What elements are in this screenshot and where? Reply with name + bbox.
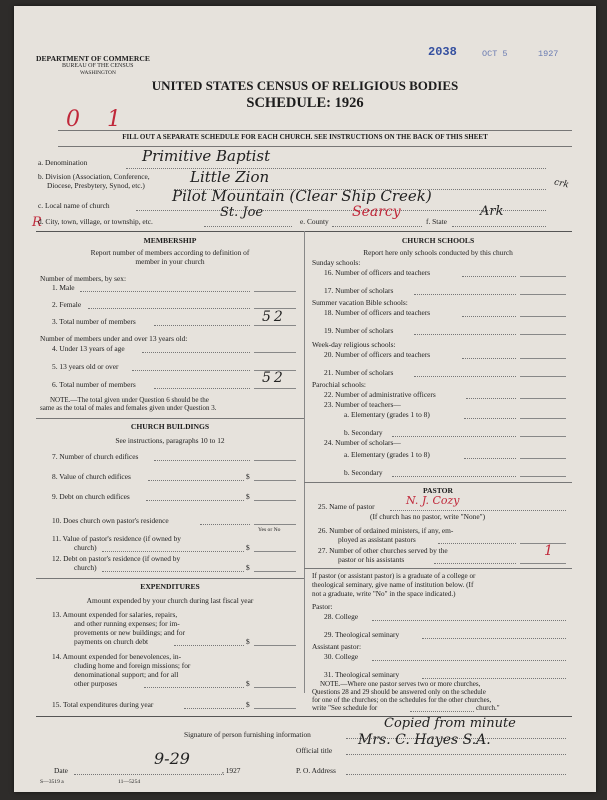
q20-label: 20. Number of officers and teachers (324, 350, 431, 359)
graduate-note-3: not a graduate, write "No" in the space indicated.) (312, 590, 456, 598)
code-mark: 0 1 (66, 107, 131, 132)
q9-debt-label: 9. Debt on church edifices (52, 492, 130, 501)
q30-label: 30. College (324, 652, 359, 661)
q25-note: (If church has no pastor, write "None") (370, 512, 486, 521)
q13-label: 13. Amount expended for salaries, repairs, (52, 610, 178, 619)
print-number: 11—5254 (118, 779, 141, 785)
q3-total-label: 3. Total number of members (52, 317, 136, 326)
q18-label: 18. Number of officers and teachers (324, 308, 431, 317)
q17-label: 17. Number of scholars (324, 286, 394, 295)
q3-total-value[interactable]: 52 (262, 309, 286, 325)
local-name-value-extra: crk (553, 177, 570, 191)
q13-label-2: and other running expenses; for im- (74, 619, 180, 628)
q29-label: 29. Theological seminary (324, 630, 400, 639)
date-label: Date (54, 766, 68, 775)
under-over-label: Number of members under and over 13 years old: (40, 334, 188, 343)
q22-label: 22. Number of administrative officers (324, 390, 436, 399)
members-by-sex-label: Number of members, by sex: (40, 274, 126, 283)
q1-male-label: 1. Male (52, 283, 75, 292)
signature-value[interactable]: Copied from minute (384, 716, 516, 731)
q24a-label: a. Elementary (grades 1 to 8) (344, 450, 430, 459)
local-name-label: c. Local name of church (38, 201, 110, 210)
pastor-note-4-end: church." (476, 704, 500, 712)
q13-label-4: payments on church debt (74, 637, 149, 646)
form-number: S—3519 a (40, 779, 64, 785)
q2-female-label: 2. Female (52, 300, 82, 309)
pastor-note-4: write "See schedule for (312, 704, 378, 712)
q25-label: 25. Name of pastor (318, 502, 375, 511)
q24b-label: b. Secondary (344, 468, 383, 477)
q11-label: 11. Value of pastor's residence (if owned by (52, 534, 181, 543)
stamp-date: OCT 5 (482, 49, 508, 59)
denomination-value[interactable]: Primitive Baptist (142, 147, 271, 165)
county-value[interactable]: Searcy (352, 204, 401, 220)
schools-heading: CHURCH SCHOOLS (401, 236, 475, 245)
membership-note: NOTE.—The total given under Question 6 should be the (50, 396, 209, 404)
census-schedule-page (14, 6, 596, 792)
weekday-schools-label: Week-day religious schools: (312, 340, 396, 349)
q6-total-value[interactable]: 52 (262, 370, 286, 386)
q26-label-2: ployed as assistant pastors (338, 535, 416, 544)
expenditures-heading: EXPENDITURES (140, 582, 200, 591)
q23-label: 23. Number of teachers— (324, 400, 401, 409)
pastor-heading: PASTOR (422, 486, 454, 495)
q12-label: 12. Debt on pastor's residence (if owned by (52, 554, 181, 563)
q11-dollar: $ (246, 543, 250, 552)
q6-total-label: 6. Total number of members (52, 380, 136, 389)
date-value[interactable]: 9-29 (154, 749, 190, 768)
graduate-note: If pastor (or assistant pastor) is a graduate of a college or (312, 572, 476, 580)
pastor-note-2: Questions 28 and 29 should be answered only on the schedule (312, 688, 486, 696)
pastor-note: NOTE.—Where one pastor serves two or more churches, (320, 680, 481, 688)
pastor-subheading: Pastor: (312, 602, 333, 611)
q14-label-2: cluding home and foreign missions; for (74, 661, 191, 670)
q12-dollar: $ (246, 563, 250, 572)
signature-label: Signature of person furnishing information (184, 730, 311, 739)
city-label: WASHINGTON (80, 70, 116, 76)
q25-pastor-name[interactable]: N. J. Cozy (406, 494, 460, 507)
q16-label: 16. Number of officers and teachers (324, 268, 431, 277)
q28-label: 28. College (324, 612, 359, 621)
yes-no-hint: Yes or No (258, 527, 281, 533)
margin-mark: R (32, 215, 42, 230)
summer-schools-label: Summer vacation Bible schools: (312, 298, 408, 307)
instructions-line: FILL OUT A SEPARATE SCHEDULE FOR EACH CHURCH. SEE INSTRUCTIONS ON THE BACK OF THIS SHEET (122, 133, 488, 141)
po-address-label: P. O. Address (296, 766, 336, 775)
q4-under-label: 4. Under 13 years of age (52, 344, 125, 353)
q12-label-2: church) (74, 563, 97, 572)
q27-label: 27. Number of other churches served by the (318, 546, 448, 555)
sunday-schools-label: Sunday schools: (312, 258, 361, 267)
form-title: UNITED STATES CENSUS OF RELIGIOUS BODIES (151, 78, 459, 93)
division-label-2: Diocese, Presbytery, Synod, etc.) (47, 181, 145, 190)
official-title-value[interactable]: Mrs. C. Hayes S.A. (358, 732, 491, 748)
local-name-value[interactable]: Pilot Mountain (Clear Ship Creek) (172, 187, 432, 205)
denomination-label: a. Denomination (38, 158, 88, 167)
q13-label-3: provements or new buildings; and for (74, 628, 186, 637)
q5-over-label: 5. 13 years old or over (52, 362, 119, 371)
q14-dollar: $ (246, 679, 250, 688)
pastor-note-3: for one of the churches; on the schedules for the other churches, (312, 696, 492, 704)
q24-label: 24. Number of scholars— (324, 438, 401, 447)
schools-intro: Report here only schools conducted by this church (363, 248, 513, 257)
state-value[interactable]: Ark (480, 204, 504, 219)
q14-label-3: denominational support; and for all (74, 670, 179, 679)
q15-dollar: $ (246, 700, 250, 709)
expenditures-intro: Amount expended by your church during last fiscal year (86, 596, 254, 605)
city-field-value[interactable]: St. Joe (220, 205, 264, 220)
q27-label-2: pastor or his assistants (338, 555, 405, 564)
graduate-note-2: theological seminary, give name of institution below. (If (312, 581, 474, 589)
division-value[interactable]: Little Zion (190, 168, 270, 186)
q14-label: 14. Amount expended for benevolences, in- (52, 652, 182, 661)
q27-value[interactable]: 1 (544, 543, 553, 559)
bureau-label: BUREAU OF THE CENSUS (62, 63, 134, 69)
buildings-see: See instructions, paragraphs 10 to 12 (115, 436, 225, 445)
q21-label: 21. Number of scholars (324, 368, 394, 377)
official-title-label: Official title (296, 746, 333, 755)
membership-note-2: same as the total of males and females given under Question 3. (40, 404, 217, 412)
city-field-label: d. City, town, village, or township, etc. (38, 217, 153, 226)
state-label: f. State (426, 217, 447, 226)
q7-edifices-label: 7. Number of church edifices (52, 452, 139, 461)
q8-value-label: 8. Value of church edifices (52, 472, 131, 481)
q11-label-2: church) (74, 543, 97, 552)
county-label: e. County (300, 217, 329, 226)
department-label: DEPARTMENT OF COMMERCE (36, 54, 150, 63)
q26-label: 26. Number of ordained ministers, if any, em- (318, 526, 454, 535)
assistant-pastor-subheading: Assistant pastor: (312, 642, 362, 651)
q8-dollar: $ (246, 472, 250, 481)
division-label: b. Division (Association, Conference, (38, 172, 150, 181)
form-subtitle: SCHEDULE: 1926 (246, 95, 364, 111)
membership-intro: Report number of members according to definition of (90, 248, 250, 257)
buildings-heading: CHURCH BUILDINGS (130, 422, 210, 431)
date-year: , 1927 (222, 766, 241, 775)
stamp-year: 1927 (538, 49, 559, 59)
q23b-label: b. Secondary (344, 428, 383, 437)
q13-dollar: $ (246, 637, 250, 646)
q19-label: 19. Number of scholars (324, 326, 394, 335)
q23a-label: a. Elementary (grades 1 to 8) (344, 410, 430, 419)
stamp-number: 2038 (428, 45, 457, 59)
q15-label: 15. Total expenditures during year (52, 700, 154, 709)
membership-intro-2: member in your church (135, 257, 205, 266)
q9-dollar: $ (246, 492, 250, 501)
q31-label: 31. Theological seminary (324, 670, 400, 679)
q14-label-4: other purposes (74, 679, 118, 688)
q10-residence-label: 10. Does church own pastor's residence (52, 516, 169, 525)
parochial-schools-label: Parochial schools: (312, 380, 366, 389)
membership-heading: MEMBERSHIP (143, 236, 197, 245)
